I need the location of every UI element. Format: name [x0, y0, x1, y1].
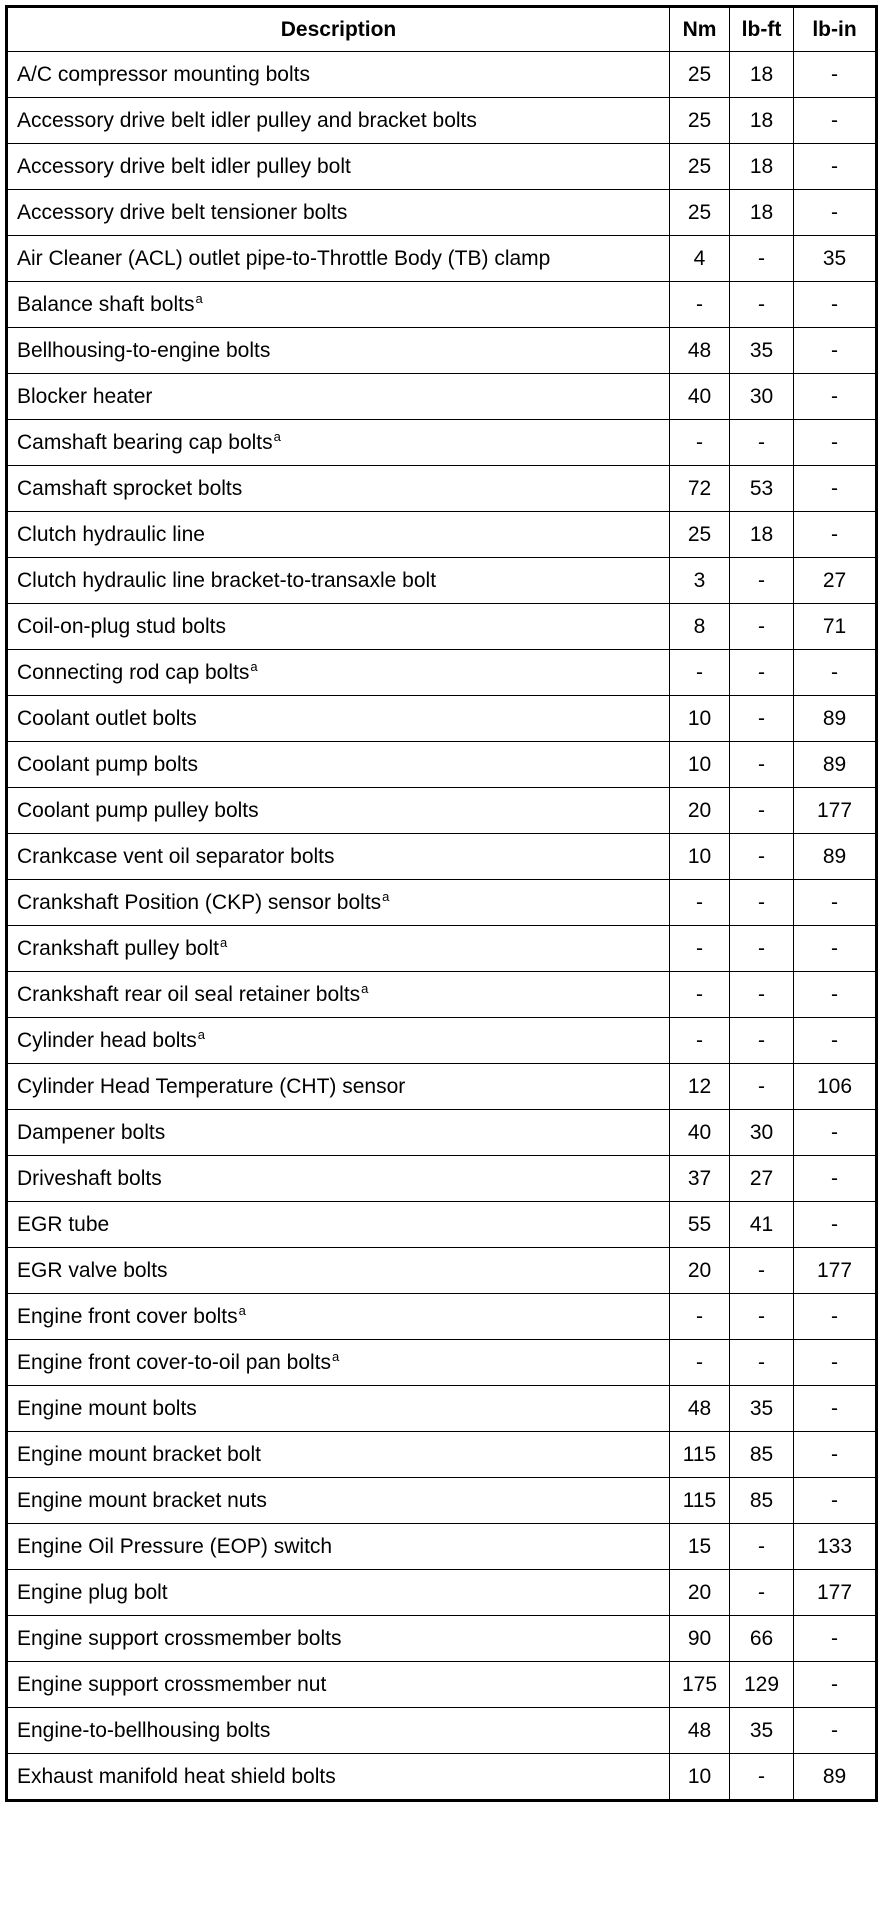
row-description-cell	[7, 926, 670, 972]
row-description-cell	[7, 236, 670, 282]
row-description: Crankshaft pulley bolt	[17, 937, 219, 960]
table-row	[7, 512, 877, 558]
row-lb-ft-value: 30	[730, 374, 794, 420]
row-lb-in-value: -	[794, 1616, 877, 1662]
row-description: Cylinder head bolts	[17, 1029, 197, 1052]
row-lb-ft-value: 18	[730, 144, 794, 190]
row-description-cell	[7, 374, 670, 420]
row-lb-in-value: -	[794, 650, 877, 696]
row-description: Clutch hydraulic line	[17, 523, 205, 546]
row-description: Engine plug bolt	[17, 1581, 168, 1604]
row-description-cell	[7, 1662, 670, 1708]
row-lb-ft-value: 18	[730, 98, 794, 144]
row-nm-value: 10	[670, 742, 730, 788]
row-lb-ft-value: -	[730, 742, 794, 788]
row-description-cell	[7, 52, 670, 98]
row-lb-in-value: -	[794, 144, 877, 190]
row-nm-value: 12	[670, 1064, 730, 1110]
table-row	[7, 1524, 877, 1570]
row-description: Blocker heater	[17, 385, 153, 408]
row-description-cell	[7, 328, 670, 374]
row-lb-in-value: -	[794, 52, 877, 98]
row-lb-in-value: 177	[794, 1570, 877, 1616]
row-description: Coolant pump pulley bolts	[17, 799, 259, 822]
footnote-marker: a	[273, 429, 281, 444]
row-description-cell	[7, 1202, 670, 1248]
row-nm-value: 15	[670, 1524, 730, 1570]
row-description-cell	[7, 512, 670, 558]
row-lb-ft-value: 35	[730, 1386, 794, 1432]
row-lb-ft-value: 18	[730, 190, 794, 236]
row-nm-value: 48	[670, 1386, 730, 1432]
row-lb-in-value: 89	[794, 1754, 877, 1801]
row-description: Engine front cover-to-oil pan bolts	[17, 1351, 332, 1374]
row-lb-ft-value: 27	[730, 1156, 794, 1202]
row-lb-in-value: -	[794, 1202, 877, 1248]
row-description-cell	[7, 742, 670, 788]
row-nm-value: 25	[670, 98, 730, 144]
row-lb-in-value: -	[794, 1432, 877, 1478]
table-row	[7, 880, 877, 926]
row-description: Accessory drive belt idler pulley bolt	[17, 155, 351, 178]
row-nm-value: -	[670, 650, 730, 696]
row-description-cell	[7, 1110, 670, 1156]
row-nm-value: -	[670, 1294, 730, 1340]
table-row	[7, 98, 877, 144]
row-nm-value: 37	[670, 1156, 730, 1202]
row-description-cell	[7, 420, 670, 466]
row-lb-ft-value: 35	[730, 328, 794, 374]
row-description: Crankshaft Position (CKP) sensor bolts	[17, 891, 382, 914]
footnote-marker: a	[195, 291, 203, 306]
row-description: Camshaft bearing cap bolts	[17, 431, 273, 454]
row-description-cell	[7, 604, 670, 650]
row-lb-ft-value: 53	[730, 466, 794, 512]
table-row	[7, 1064, 877, 1110]
row-nm-value: -	[670, 880, 730, 926]
footnote-marker: a	[332, 1349, 340, 1364]
row-lb-ft-value: 18	[730, 512, 794, 558]
row-nm-value: 40	[670, 374, 730, 420]
row-description-cell	[7, 880, 670, 926]
row-nm-value: 25	[670, 190, 730, 236]
row-description-cell	[7, 282, 670, 328]
row-description-cell	[7, 788, 670, 834]
row-lb-ft-value: -	[730, 1018, 794, 1064]
row-nm-value: 175	[670, 1662, 730, 1708]
row-lb-ft-value: 66	[730, 1616, 794, 1662]
row-lb-ft-value: -	[730, 420, 794, 466]
row-description-cell	[7, 1708, 670, 1754]
row-lb-ft-value: -	[730, 696, 794, 742]
row-lb-ft-value: -	[730, 1754, 794, 1801]
row-nm-value: 20	[670, 1570, 730, 1616]
row-description-cell	[7, 1754, 670, 1801]
header-lb-ft: lb-ft	[730, 7, 794, 52]
row-lb-ft-value: -	[730, 558, 794, 604]
row-lb-ft-value: -	[730, 972, 794, 1018]
row-description: Cylinder Head Temperature (CHT) sensor	[17, 1075, 406, 1098]
row-description: Exhaust manifold heat shield bolts	[17, 1765, 336, 1788]
row-description: Air Cleaner (ACL) outlet pipe-to-Throttle Body (TB) clamp	[17, 247, 551, 270]
row-description-cell	[7, 1294, 670, 1340]
row-lb-in-value: 177	[794, 1248, 877, 1294]
row-description: Accessory drive belt tensioner bolts	[17, 201, 348, 224]
row-description-cell	[7, 144, 670, 190]
row-lb-in-value: -	[794, 420, 877, 466]
row-description: A/C compressor mounting bolts	[17, 63, 310, 86]
row-description-cell	[7, 1432, 670, 1478]
row-description: Camshaft sprocket bolts	[17, 477, 243, 500]
row-description: Dampener bolts	[17, 1121, 166, 1144]
header-lb-in: lb-in	[794, 7, 877, 52]
row-description-cell	[7, 1570, 670, 1616]
table-row	[7, 190, 877, 236]
row-description: Coolant pump bolts	[17, 753, 198, 776]
row-lb-in-value: -	[794, 1294, 877, 1340]
row-nm-value: -	[670, 972, 730, 1018]
row-description-cell	[7, 696, 670, 742]
row-description-cell	[7, 1156, 670, 1202]
row-lb-in-value: -	[794, 512, 877, 558]
row-lb-ft-value: 129	[730, 1662, 794, 1708]
row-nm-value: 48	[670, 328, 730, 374]
row-description: Clutch hydraulic line bracket-to-transaxle bolt	[17, 569, 437, 592]
row-description: Engine-to-bellhousing bolts	[17, 1719, 271, 1742]
row-lb-in-value: -	[794, 328, 877, 374]
row-nm-value: 55	[670, 1202, 730, 1248]
table-row	[7, 1570, 877, 1616]
row-lb-ft-value: 85	[730, 1432, 794, 1478]
row-lb-in-value: 27	[794, 558, 877, 604]
table-row	[7, 1662, 877, 1708]
table-row	[7, 1708, 877, 1754]
row-lb-ft-value: 30	[730, 1110, 794, 1156]
table-row	[7, 420, 877, 466]
row-description: EGR valve bolts	[17, 1259, 168, 1282]
row-nm-value: -	[670, 1018, 730, 1064]
row-description: Engine front cover bolts	[17, 1305, 238, 1328]
row-description-cell	[7, 1340, 670, 1386]
row-nm-value: 20	[670, 788, 730, 834]
footnote-marker: a	[382, 889, 390, 904]
row-lb-ft-value: -	[730, 880, 794, 926]
row-lb-ft-value: -	[730, 1340, 794, 1386]
row-lb-in-value: -	[794, 1340, 877, 1386]
row-lb-ft-value: 18	[730, 52, 794, 98]
row-lb-ft-value: 41	[730, 1202, 794, 1248]
torque-spec-table-container	[5, 5, 875, 1802]
row-description: Engine mount bracket nuts	[17, 1489, 267, 1512]
row-description: Engine mount bracket bolt	[17, 1443, 261, 1466]
row-description-cell	[7, 834, 670, 880]
row-description: Engine mount bolts	[17, 1397, 197, 1420]
footnote-marker: a	[197, 1027, 206, 1042]
row-lb-in-value: -	[794, 1156, 877, 1202]
row-lb-ft-value: -	[730, 926, 794, 972]
table-row	[7, 1156, 877, 1202]
table-row	[7, 1432, 877, 1478]
row-nm-value: 10	[670, 696, 730, 742]
row-lb-ft-value: 35	[730, 1708, 794, 1754]
row-nm-value: 48	[670, 1708, 730, 1754]
header-nm: Nm	[670, 7, 730, 52]
table-body	[7, 52, 877, 1801]
row-description: Engine support crossmember nut	[17, 1673, 327, 1696]
row-lb-ft-value: -	[730, 1294, 794, 1340]
row-description: Crankshaft rear oil seal retainer bolts	[17, 983, 361, 1006]
table-row	[7, 972, 877, 1018]
row-lb-in-value: 106	[794, 1064, 877, 1110]
row-nm-value: 72	[670, 466, 730, 512]
row-nm-value: -	[670, 926, 730, 972]
table-row	[7, 236, 877, 282]
row-lb-ft-value: -	[730, 1064, 794, 1110]
table-row	[7, 1202, 877, 1248]
row-nm-value: 3	[670, 558, 730, 604]
row-description-cell	[7, 1616, 670, 1662]
row-lb-in-value: -	[794, 1662, 877, 1708]
row-nm-value: 90	[670, 1616, 730, 1662]
row-description-cell	[7, 558, 670, 604]
row-nm-value: 4	[670, 236, 730, 282]
row-lb-ft-value: -	[730, 650, 794, 696]
row-nm-value: 8	[670, 604, 730, 650]
table-row	[7, 742, 877, 788]
table-row	[7, 374, 877, 420]
row-lb-in-value: -	[794, 282, 877, 328]
footnote-marker: a	[361, 981, 369, 996]
row-description: EGR tube	[17, 1213, 110, 1236]
row-lb-in-value: -	[794, 972, 877, 1018]
table-row	[7, 604, 877, 650]
row-description-cell	[7, 1386, 670, 1432]
row-lb-in-value: -	[794, 98, 877, 144]
table-row	[7, 1478, 877, 1524]
table-row	[7, 1386, 877, 1432]
table-row	[7, 282, 877, 328]
row-nm-value: 20	[670, 1248, 730, 1294]
row-description: Connecting rod cap bolts	[17, 661, 250, 684]
table-row	[7, 328, 877, 374]
row-lb-ft-value: -	[730, 834, 794, 880]
table-row	[7, 696, 877, 742]
row-lb-ft-value: -	[730, 604, 794, 650]
row-lb-in-value: -	[794, 880, 877, 926]
torque-spec-table	[5, 5, 878, 1802]
header-description: Description	[7, 7, 670, 52]
row-description: Driveshaft bolts	[17, 1167, 162, 1190]
row-lb-ft-value: -	[730, 788, 794, 834]
row-lb-in-value: -	[794, 190, 877, 236]
row-lb-in-value: -	[794, 926, 877, 972]
row-nm-value: 25	[670, 144, 730, 190]
row-lb-in-value: -	[794, 466, 877, 512]
row-lb-ft-value: 85	[730, 1478, 794, 1524]
row-lb-in-value: -	[794, 1478, 877, 1524]
table-row	[7, 650, 877, 696]
row-nm-value: 115	[670, 1432, 730, 1478]
table-row	[7, 834, 877, 880]
row-description: Bellhousing-to-engine bolts	[17, 339, 271, 362]
row-description-cell	[7, 1064, 670, 1110]
row-description: Engine support crossmember bolts	[17, 1627, 342, 1650]
table-row	[7, 1340, 877, 1386]
row-description-cell	[7, 98, 670, 144]
row-lb-in-value: -	[794, 1708, 877, 1754]
row-nm-value: -	[670, 282, 730, 328]
row-description-cell	[7, 1478, 670, 1524]
row-description: Coil-on-plug stud bolts	[17, 615, 226, 638]
table-row	[7, 788, 877, 834]
row-lb-in-value: 177	[794, 788, 877, 834]
table-row	[7, 926, 877, 972]
row-lb-ft-value: -	[730, 1248, 794, 1294]
table-row	[7, 52, 877, 98]
table-row	[7, 1294, 877, 1340]
table-header-row	[7, 7, 877, 52]
row-description: Coolant outlet bolts	[17, 707, 197, 730]
row-description: Accessory drive belt idler pulley and bracket bolts	[17, 109, 477, 132]
row-lb-ft-value: -	[730, 236, 794, 282]
row-nm-value: -	[670, 1340, 730, 1386]
row-nm-value: 115	[670, 1478, 730, 1524]
row-lb-ft-value: -	[730, 282, 794, 328]
table-row	[7, 558, 877, 604]
row-description-cell	[7, 1524, 670, 1570]
row-nm-value: -	[670, 420, 730, 466]
table-row	[7, 144, 877, 190]
row-lb-ft-value: -	[730, 1570, 794, 1616]
row-lb-in-value: -	[794, 1110, 877, 1156]
row-description-cell	[7, 190, 670, 236]
row-description: Crankcase vent oil separator bolts	[17, 845, 335, 868]
row-nm-value: 25	[670, 52, 730, 98]
table-row	[7, 1616, 877, 1662]
table-row	[7, 1754, 877, 1801]
row-description: Balance shaft bolts	[17, 293, 195, 316]
row-description-cell	[7, 1018, 670, 1064]
row-description-cell	[7, 972, 670, 1018]
footnote-marker: a	[219, 935, 228, 950]
row-lb-in-value: 133	[794, 1524, 877, 1570]
row-lb-in-value: 89	[794, 834, 877, 880]
row-lb-ft-value: -	[730, 1524, 794, 1570]
row-nm-value: 10	[670, 834, 730, 880]
table-row	[7, 1110, 877, 1156]
row-lb-in-value: -	[794, 1386, 877, 1432]
table-row	[7, 1018, 877, 1064]
row-lb-in-value: 89	[794, 696, 877, 742]
footnote-marker: a	[238, 1303, 246, 1318]
row-description-cell	[7, 466, 670, 512]
row-lb-in-value: -	[794, 374, 877, 420]
table-row	[7, 1248, 877, 1294]
row-lb-in-value: 71	[794, 604, 877, 650]
row-nm-value: 40	[670, 1110, 730, 1156]
row-description-cell	[7, 650, 670, 696]
row-lb-in-value: -	[794, 1018, 877, 1064]
row-lb-in-value: 89	[794, 742, 877, 788]
row-nm-value: 25	[670, 512, 730, 558]
row-description: Engine Oil Pressure (EOP) switch	[17, 1535, 333, 1558]
row-description-cell	[7, 1248, 670, 1294]
row-nm-value: 10	[670, 1754, 730, 1801]
row-lb-in-value: 35	[794, 236, 877, 282]
footnote-marker: a	[250, 659, 258, 674]
table-row	[7, 466, 877, 512]
